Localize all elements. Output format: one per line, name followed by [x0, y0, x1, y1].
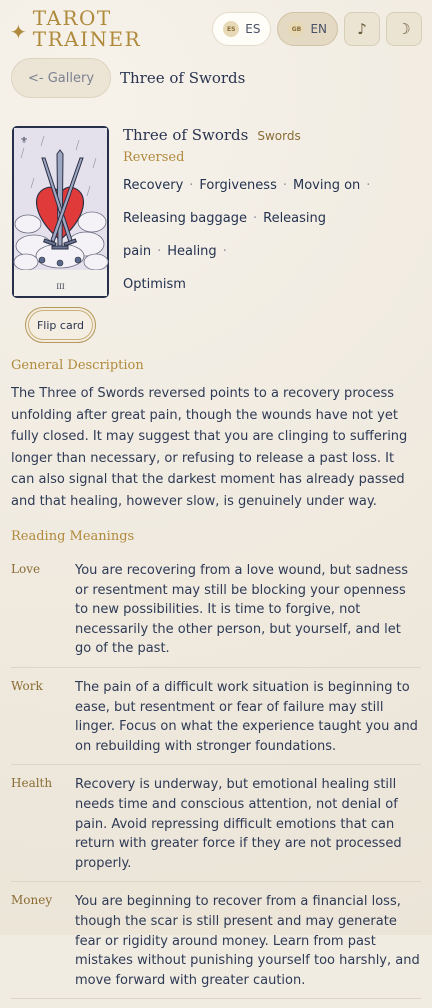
- meaning-row-health: [11, 774, 421, 882]
- back-to-gallery-button[interactable]: <- Gallery: [11, 58, 111, 98]
- keyword-separator: ·: [366, 178, 371, 193]
- keyword-separator: ·: [282, 178, 287, 193]
- meaning-label: Health: [11, 776, 53, 791]
- meaning-row-work: [11, 677, 421, 765]
- keyword: Optimism: [123, 277, 186, 292]
- page-title: Three of Swords: [120, 69, 246, 87]
- meaning-label: Work: [11, 678, 43, 693]
- card-title-row: [123, 126, 424, 144]
- app-logo[interactable]: [10, 8, 141, 50]
- header-controls: [212, 12, 422, 46]
- keyword: Releasing baggage: [123, 211, 247, 226]
- svg-text:⚜: ⚜: [20, 136, 29, 146]
- spain-flag-icon: ES: [223, 21, 239, 37]
- meaning-label: Love: [11, 562, 41, 576]
- meaning-text: You are recovering from a love wound, but sadness or resentment may still be blocking your openness to new possibilities. It is time to forgive, not necessarily the other person, but yourself, and let go of the past.: [75, 563, 409, 657]
- card-numeral: III: [56, 283, 65, 291]
- meaning-text: Recovery is underway, but emotional healing still needs time and conscious attention, not denial of pain. Avoid repressing difficult emotions that can return with greater force if they are not processed properly.: [75, 777, 402, 871]
- suit-tag: Swords: [257, 129, 301, 143]
- meaning-row-love: [11, 560, 421, 668]
- music-note-icon: ♪: [357, 20, 367, 38]
- breadcrumb: [11, 57, 422, 99]
- keyword: Recovery: [123, 178, 184, 193]
- sparkle-icon: ✦: [10, 20, 27, 44]
- keyword: Forgiveness: [199, 178, 277, 193]
- meaning-row-money: [11, 891, 421, 999]
- keyword-separator: ·: [157, 244, 162, 259]
- language-es-button[interactable]: [212, 12, 271, 46]
- logo-line-2: TRAINER: [32, 27, 142, 51]
- meaning-text: The pain of a difficult work situation is beginning to ease, but resentment or fear of failure may still linger. Focus on what the experience taught you and on rebuilding with stronger foundations.: [75, 679, 418, 754]
- general-description-text: The Three of Swords reversed points to a recovery process unfolding after great pain, though the wounds have not yet fully closed. It may suggest that you are clinging to suffering longer than necessary, or refusing to release a past loss. It can also signal that the darkest moment has already passed and that healing, however slow, is genuinely under way.: [11, 386, 408, 509]
- keyword-separator: ·: [189, 178, 194, 193]
- reading-meanings-heading: Reading Meanings: [11, 529, 135, 544]
- meaning-label: Money: [11, 893, 53, 908]
- keyword-separator: ·: [222, 244, 227, 259]
- keyword: Healing: [167, 244, 217, 259]
- card-name: Three of Swords: [123, 126, 249, 144]
- logo-text: [33, 8, 141, 50]
- app-header: [10, 6, 422, 52]
- flip-card-button[interactable]: Flip card: [25, 307, 96, 343]
- three-of-swords-illustration: [14, 128, 107, 296]
- keyword-list: [123, 169, 424, 301]
- meaning-text: You are beginning to recover from a financial loss, though the scar is still present and may generate fear or rigidity around money. Learn from past mistakes without punishing yourself too harshly, and move forward with greater caution.: [75, 894, 420, 988]
- orientation-label: Reversed: [123, 150, 185, 165]
- logo-line-1: TAROT: [32, 6, 112, 30]
- keyword: Releasing pain: [123, 211, 327, 259]
- music-toggle-button[interactable]: [344, 12, 380, 46]
- keyword: Moving on: [293, 178, 361, 193]
- general-description-heading: General Description: [11, 358, 144, 373]
- uk-flag-icon: GB: [288, 21, 304, 37]
- keyword-separator: ·: [252, 211, 258, 226]
- reading-meanings-list: [11, 560, 421, 1008]
- language-es-label: ES: [245, 22, 261, 36]
- card-info: [123, 126, 424, 301]
- language-en-label: EN: [310, 22, 327, 36]
- language-en-button[interactable]: [277, 12, 338, 46]
- card-image[interactable]: [12, 126, 109, 298]
- theme-toggle-button[interactable]: [386, 12, 422, 46]
- moon-icon: ☽: [397, 20, 411, 38]
